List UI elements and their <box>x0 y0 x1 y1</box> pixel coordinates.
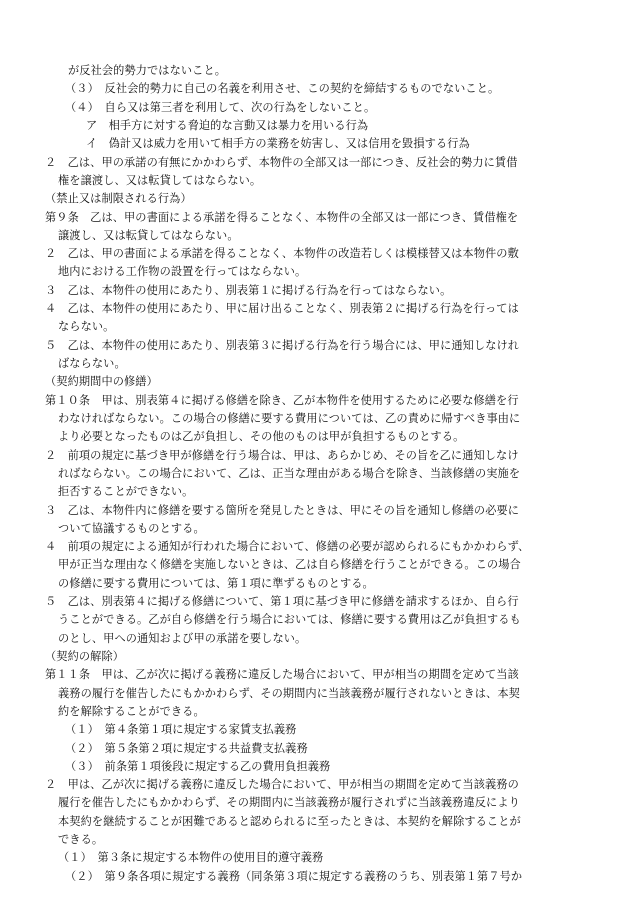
text-line: のとし、甲への通知および甲の承諾を要しない。 <box>58 631 307 645</box>
text-line: ２ 乙は、甲の承諾の有無にかかわらず、本物件の全部又は一部につき、反社会的勢力に賃借 <box>45 155 518 169</box>
section-heading: （禁止又は制限される行為） <box>45 192 192 206</box>
text-line: ばならない。 <box>58 357 126 370</box>
article-line: 第９条 乙は、甲の書面による承諾を得ることなく、本物件の全部又は一部につき、賃借権を <box>45 210 519 224</box>
text-line: ３ 乙は、本物件の使用にあたり、別表第１に掲げる行為を行ってはならない。 <box>45 283 452 297</box>
text-line: 本契約を継続することが困難であると認められるに至ったときは、本契約を解除することが <box>58 814 521 828</box>
text-line: 約を解除することができる。 <box>58 704 205 718</box>
text-line: （４） 自ら又は第三者を利用して、次の行為をしないこと。 <box>65 100 376 114</box>
text-line: 履行を催告したにもかかわらず、その期間内に当該義務が履行されずに当該義務違反により <box>58 796 520 810</box>
text-line: ４ 前項の規定による通知が行われた場合において、修繕の必要が認められるにもかかわらず、 <box>45 540 530 554</box>
text-line: 権を譲渡し、又は転貸してはならない。 <box>58 173 262 187</box>
text-line: できる。 <box>58 833 104 847</box>
text-line: 拒否することができない。 <box>58 485 194 499</box>
text-line: ならない。 <box>58 320 115 334</box>
text-line: ればならない。この場合において、乙は、正当な理由がある場合を除き、当該修繕の実施を <box>58 466 521 480</box>
text-line: イ 偽計又は威力を用いて相手方の業務を妨害し、又は信用を毀損する行為 <box>86 137 470 151</box>
text-line: 地内における工作物の設置を行ってはならない。 <box>58 265 307 279</box>
text-line: ５ 乙は、本物件の使用にあたり、別表第３に掲げる行為を行う場合には、甲に通知しなけれ <box>45 338 520 352</box>
text-line: 譲渡し、又は転貸してはならない。 <box>58 228 239 242</box>
section-heading: （契約の解除） <box>45 650 125 663</box>
text-line: ついて協議するものとする。 <box>58 521 205 535</box>
article-line: 第１１条 甲は、乙が次に掲げる義務に違反した場合において、甲が相当の期間を定めて当該 <box>45 668 519 682</box>
text-line: 義務の履行を催告したにもかかわらず、その期間内に当該義務が履行されないときは、本契 <box>58 686 520 700</box>
text-line: 甲が正当な理由なく修繕を実施しないときは、乙は自ら修繕を行うことができる。この場合 <box>58 558 521 572</box>
list-item: （１） 第４条第１項に規定する家賃支払義務 <box>65 723 297 737</box>
article-line: 第１０条 甲は、別表第４に掲げる修繕を除き、乙が本物件を使用するために必要な修繕を行 <box>45 393 519 407</box>
text-line: より必要となったものは乙が負担し、その他のものは甲が負担するものとする。 <box>58 430 465 444</box>
text-line: （３） 反社会的勢力に自己の名義を利用させ、この契約を締結するものでないこと。 <box>65 82 500 96</box>
list-item: （２） 第５条第２項に規定する共益費支払義務 <box>65 741 308 755</box>
text-line: ア 相手方に対する脅迫的な言動又は暴力を用いる行為 <box>86 118 369 132</box>
text-line: ４ 乙は、本物件の使用にあたり、甲に届け出ることなく、別表第２に掲げる行為を行っては <box>45 302 519 315</box>
text-line: の修繕に要する費用については、第１項に準ずるものとする。 <box>58 576 374 590</box>
text-line: ５ 乙は、別表第４に掲げる修繕について、第１項に基づき甲に修繕を請求するほか、自ら行 <box>45 595 519 608</box>
text-line: わなければならない。この場合の修繕に要する費用については、乙の責めに帰すべき事由に <box>58 411 521 425</box>
text-line: ２ 甲は、乙が次に掲げる義務に違反した場合において、甲が相当の期間を定めて当該義務の <box>45 778 519 792</box>
text-line: （１） 第３条に規定する本物件の使用目的遵守義務 <box>58 851 324 865</box>
section-heading: （契約期間中の修繕） <box>45 375 158 389</box>
list-item: （２） 第９条各項に規定する義務（同条第３項に規定する義務のうち、別表第１第７号か <box>65 869 523 883</box>
text-line: ３ 乙は、本物件内に修繕を要する箇所を発見したときは、甲にその旨を通知し修繕の必要に <box>45 503 520 517</box>
text-line: ２ 前項の規定に基づき甲が修繕を行う場合は、甲は、あらかじめ、その旨を乙に通知しなけ <box>45 448 519 462</box>
text-line: ２ 乙は、甲の書面による承諾を得ることなく、本物件の改造若しくは模様替又は本物件の敷 <box>45 247 519 261</box>
list-item: （３） 前条第１項後段に規定する乙の費用負担義務 <box>65 759 331 773</box>
text-line: が反社会的勢力ではないこと。 <box>68 64 227 77</box>
text-line: うことができる。乙が自ら修繕を行う場合においては、修繕に要する費用は乙が負担するも <box>58 613 521 627</box>
